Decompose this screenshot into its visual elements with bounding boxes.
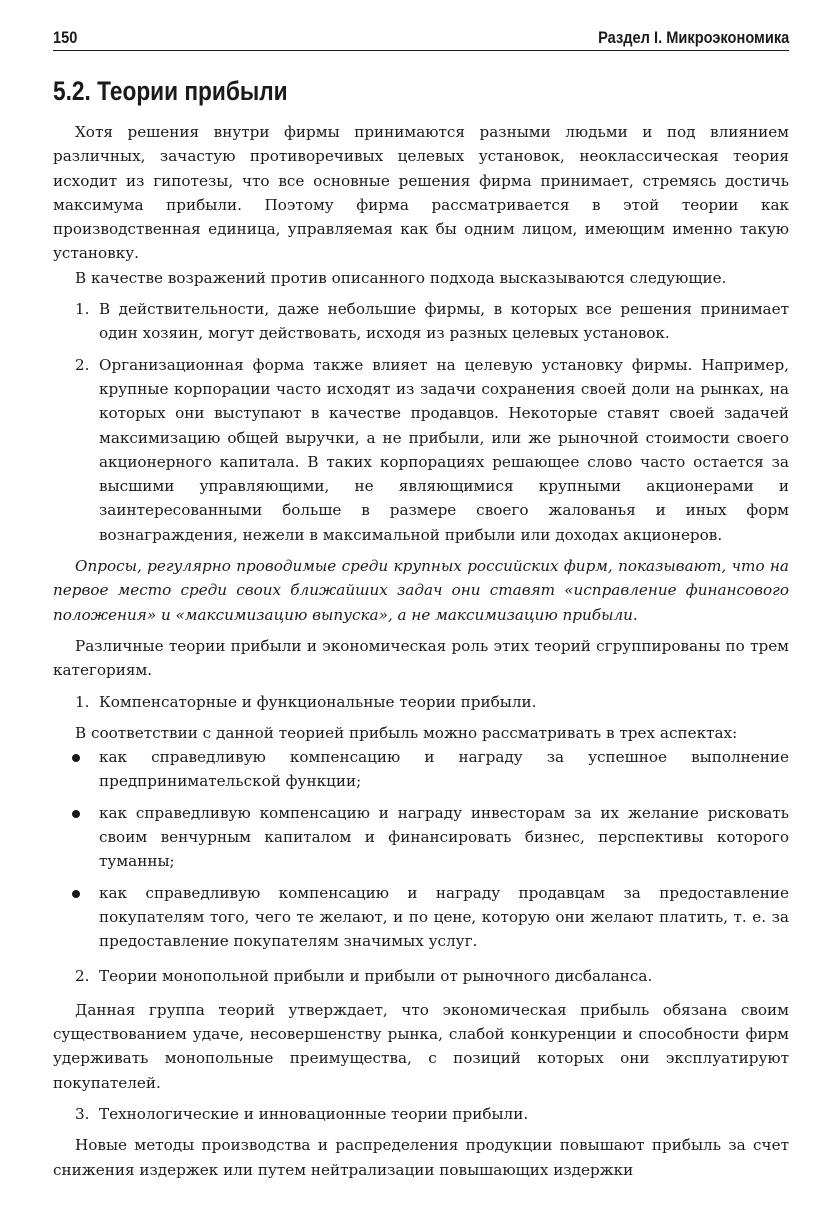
list-item-objection-2 (53, 353, 789, 547)
running-head (53, 26, 789, 52)
bullet-item-text: как справедливую компенсацию и награду инвесторам за их желание рисковать своим венчурным капиталом и финансировать бизнес, перспективы которого туманны; (99, 803, 789, 871)
italic-survey-note: Опросы, регулярно проводимые среди крупных российских фирм, показывают, что на первое место среди своих ближайших задач они ставят «исправление финансового положения» и «максимизацию выпуска», а не максимизацию прибыли. (53, 557, 789, 624)
header-rule (53, 50, 789, 51)
body-text (53, 120, 789, 1182)
paragraph-objections-lead: В качестве возражений против описанного подхода высказываются следующие. (75, 268, 727, 287)
bullet-icon (72, 890, 80, 898)
list-number: 1. (75, 692, 90, 711)
list-item-text: Организационная форма также влияет на целевую установку фирмы. Например, крупные корпорации часто исходят из задачи сохранения своей доли на рынках, на которых они выступают в качестве продавцов. Некоторые ставят своей задачей максимизацию общей выручки, а не прибыли, или же рыночной стоимости своего акционерного капитала. В таких корпорациях решающее слово часто остается за высшими управляющими, не являющимися крупными акционерами и заинтересованными больше в размере своего жалованья и иных форм вознаграждения, нежели в максимальной прибыли или доходах акционеров. (99, 355, 789, 544)
list-item-theory-3 (53, 1102, 789, 1126)
list-item-text: В действительности, даже небольшие фирмы, в которых все решения принимает один хозяин, могут действовать, исходя из разных целевых установок. (99, 300, 789, 343)
bullet-icon (72, 810, 80, 818)
bullet-item-text: как справедливую компенсацию и награду за успешное выполнение предпринимательской функции; (99, 748, 789, 791)
section-label: Раздел I. Микроэкономика (597, 28, 789, 47)
list-item-theory-1 (53, 690, 789, 714)
list-item-text: Компенсаторные и функциональные теории прибыли. (99, 692, 537, 711)
list-number: 1. (75, 300, 90, 319)
section-heading: 5.2. Теории прибыли (53, 76, 288, 106)
paragraph-aspects-lead: В соответствии с данной теорией прибыль можно рассматривать в трех аспектах: (75, 723, 738, 742)
bullet-icon (72, 754, 80, 762)
list-number: 2. (75, 966, 90, 985)
list-item-theory-2 (53, 964, 789, 988)
bullet-item-aspect-3 (53, 881, 789, 954)
page-number: 150 (53, 28, 78, 47)
list-number: 2. (75, 355, 90, 374)
list-number: 3. (75, 1104, 90, 1123)
paragraph-intro: Хотя решения внутри фирмы принимаются разными людьми и под влиянием различных, зачастую противоречивых целевых установок, неоклассическая теория исходит из гипотезы, что все основные решения фирма принимает, стремясь достичь максимума прибыли. Поэтому фирма рассматривается в этой теории как производственная единица, управляемая как бы одним лицом, имеющим именно такую установку. (53, 123, 789, 263)
bullet-item-aspect-2 (53, 801, 789, 874)
bullet-item-aspect-1 (53, 745, 789, 794)
list-item-objection-1 (53, 297, 789, 346)
paragraph-innovation: Новые методы производства и распределения продукции повышают прибыль за счет снижения издержек или путем нейтрализации повышающих издержки (53, 1136, 789, 1179)
list-item-text: Теории монопольной прибыли и прибыли от рыночного дисбаланса. (99, 966, 653, 985)
list-item-text: Технологические и инновационные теории прибыли. (99, 1104, 529, 1123)
bullet-item-text: как справедливую компенсацию и награду продавцам за предоставление покупателям того, чего те желают, и по цене, которую они желают платить, т. е. за предоставление покупателям значимых услуг. (99, 883, 789, 951)
paragraph-monopoly: Данная группа теорий утверждает, что экономическая прибыль обязана своим существованием удаче, несовершенству рынка, слабой конкуренции и способности фирм удерживать монопольные преимущества, с позиций которых они эксплуатируют покупателей. (53, 1000, 789, 1092)
paragraph-categories: Различные теории прибыли и экономическая роль этих теорий сгруппированы по трем категориям. (53, 636, 789, 680)
